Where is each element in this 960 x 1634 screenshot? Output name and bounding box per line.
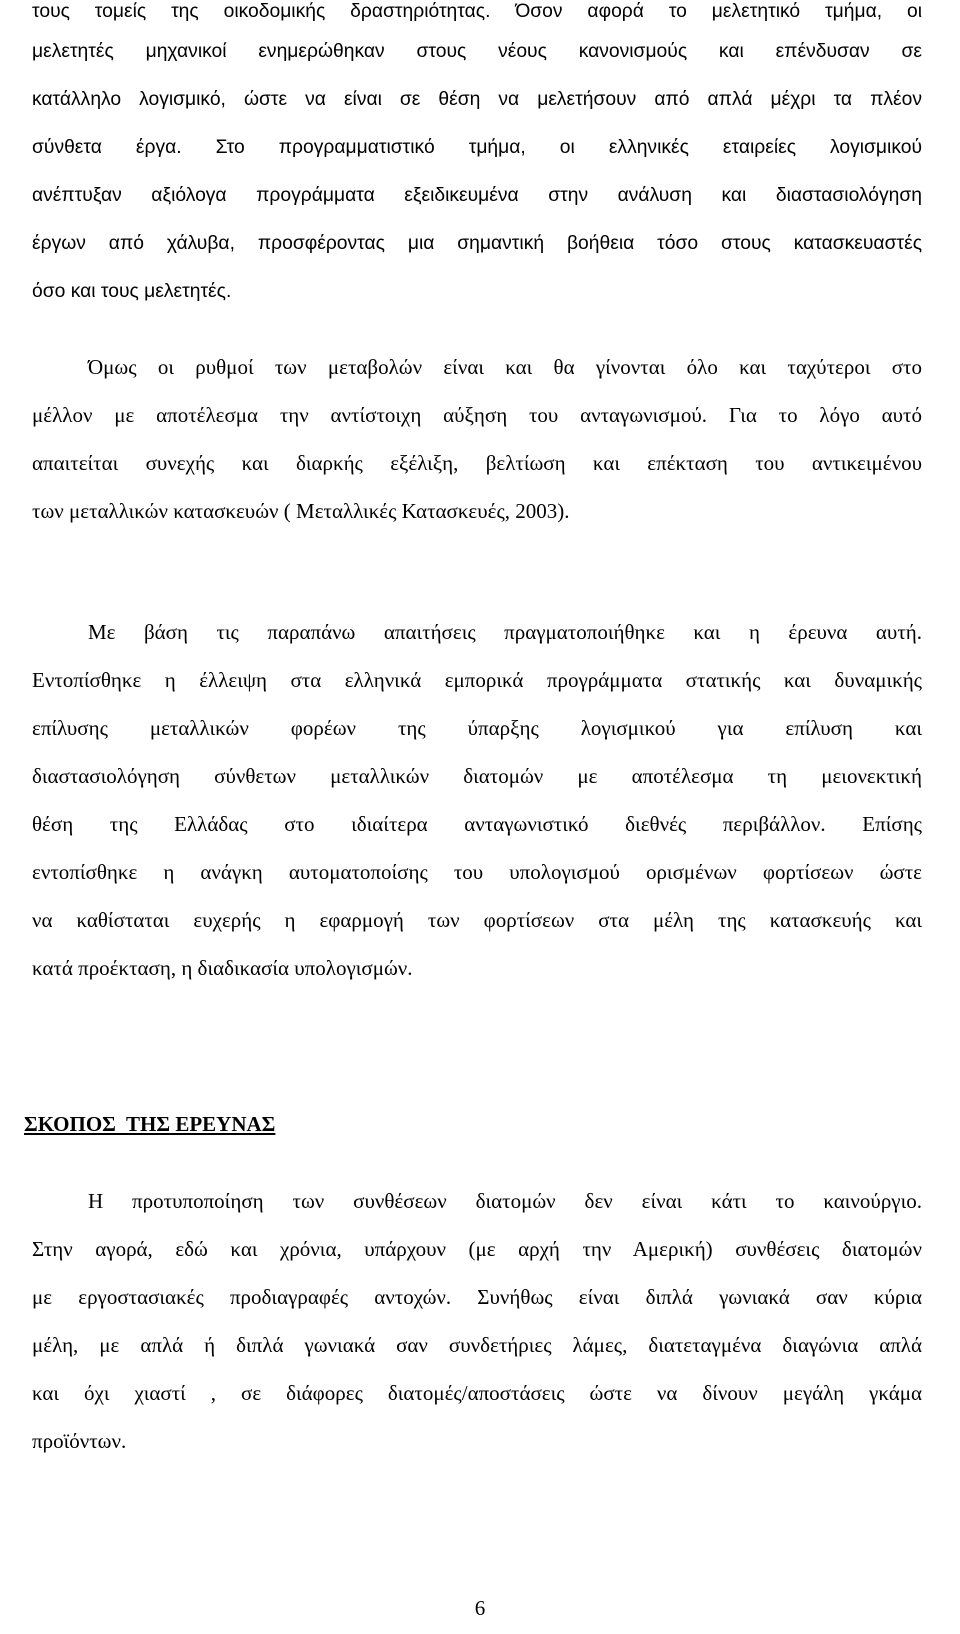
paragraph-line: έργων από χάλυβα, προσφέροντας μια σημαντική βοήθεια τόσο στους κατασκευαστές — [32, 233, 922, 254]
paragraph-line: Με βάση τις παραπάνω απαιτήσεις πραγματοποιήθηκε και η έρευνα αυτή. — [88, 620, 922, 644]
paragraph-line: διαστασιολόγηση σύνθετων μεταλλικών διατομών με αποτέλεσμα τη μειονεκτική — [32, 764, 922, 788]
paragraph-line: εντοπίσθηκε η ανάγκη αυτοματοποίσης του υπολογισμού ορισμένων φορτίσεων ώστε — [32, 860, 922, 884]
paragraph-line: των μεταλλικών κατασκευών ( Μεταλλικές Κατασκευές, 2003). — [32, 499, 570, 523]
paragraph-line: μέλη, με απλά ή διπλά γωνιακά σαν συνδετήριες λάμες, διατεταγμένα διαγώνια απλά — [32, 1333, 922, 1357]
paragraph-line: Εντοπίσθηκε η έλλειψη στα ελληνικά εμπορικά προγράμματα στατικής και δυναμικής — [32, 668, 922, 692]
paragraph-line: κατάλληλο λογισμικό, ώστε να είναι σε θέση να μελετήσουν από απλά μέχρι τα πλέον — [32, 89, 922, 110]
paragraph-line: θέση της Ελλάδας στο ιδιαίτερα ανταγωνιστικό διεθνές περιβάλλον. Επίσης — [32, 812, 922, 836]
page-number: 6 — [474, 1596, 486, 1620]
paragraph-line: μέλλον με αποτέλεσμα την αντίστοιχη αύξηση του ανταγωνισμού. Για το λόγο αυτό — [32, 403, 922, 427]
paragraph-line: τους τομείς της οικοδομικής δραστηριότητας. Όσον αφορά το μελετητικό τμήμα, οι — [32, 1, 922, 22]
paragraph-line: σύνθετα έργα. Στο προγραμματιστικό τμήμα, οι ελληνικές εταιρείες λογισμικού — [32, 137, 922, 158]
section-heading: ΣΚΟΠΟΣ ΤΗΣ ΕΡΕΥΝΑΣ — [24, 1112, 276, 1136]
paragraph-line: Όμως οι ρυθμοί των μεταβολών είναι και θα γίνονται όλο και ταχύτεροι στο — [88, 355, 922, 379]
paragraph-line: και όχι χιαστί , σε διάφορες διατομές/αποστάσεις ώστε να δίνουν μεγάλη γκάμα — [32, 1381, 922, 1405]
paragraph-line: απαιτείται συνεχής και διαρκής εξέλιξη, βελτίωση και επέκταση του αντικειμένου — [32, 451, 922, 475]
paragraph-line: Η προτυποποίηση των συνθέσεων διατομών δεν είναι κάτι το καινούργιο. — [88, 1189, 922, 1213]
paragraph-line: όσο και τους μελετητές. — [32, 281, 232, 302]
paragraph-line: ανέπτυξαν αξιόλογα προγράμματα εξειδικευμένα στην ανάλυση και διαστασιολόγηση — [32, 185, 922, 206]
paragraph-line: προϊόντων. — [32, 1429, 127, 1453]
paragraph-line: κατά προέκταση, η διαδικασία υπολογισμών. — [32, 956, 413, 980]
paragraph-line: επίλυσης μεταλλικών φορέων της ύπαρξης λογισμικού για επίλυση και — [32, 716, 922, 740]
paragraph-line: με εργοστασιακές προδιαγραφές αντοχών. Συνήθως είναι διπλά γωνιακά σαν κύρια — [32, 1285, 922, 1309]
paragraph-line: Στην αγορά, εδώ και χρόνια, υπάρχουν (με αρχή την Αμερική) συνθέσεις διατομών — [32, 1237, 922, 1261]
paragraph-line: να καθίσταται ευχερής η εφαρμογή των φορτίσεων στα μέλη της κατασκευής και — [32, 908, 922, 932]
paragraph-line: μελετητές μηχανικοί ενημερώθηκαν στους νέους κανονισμούς και επένδυσαν σε — [32, 41, 922, 62]
